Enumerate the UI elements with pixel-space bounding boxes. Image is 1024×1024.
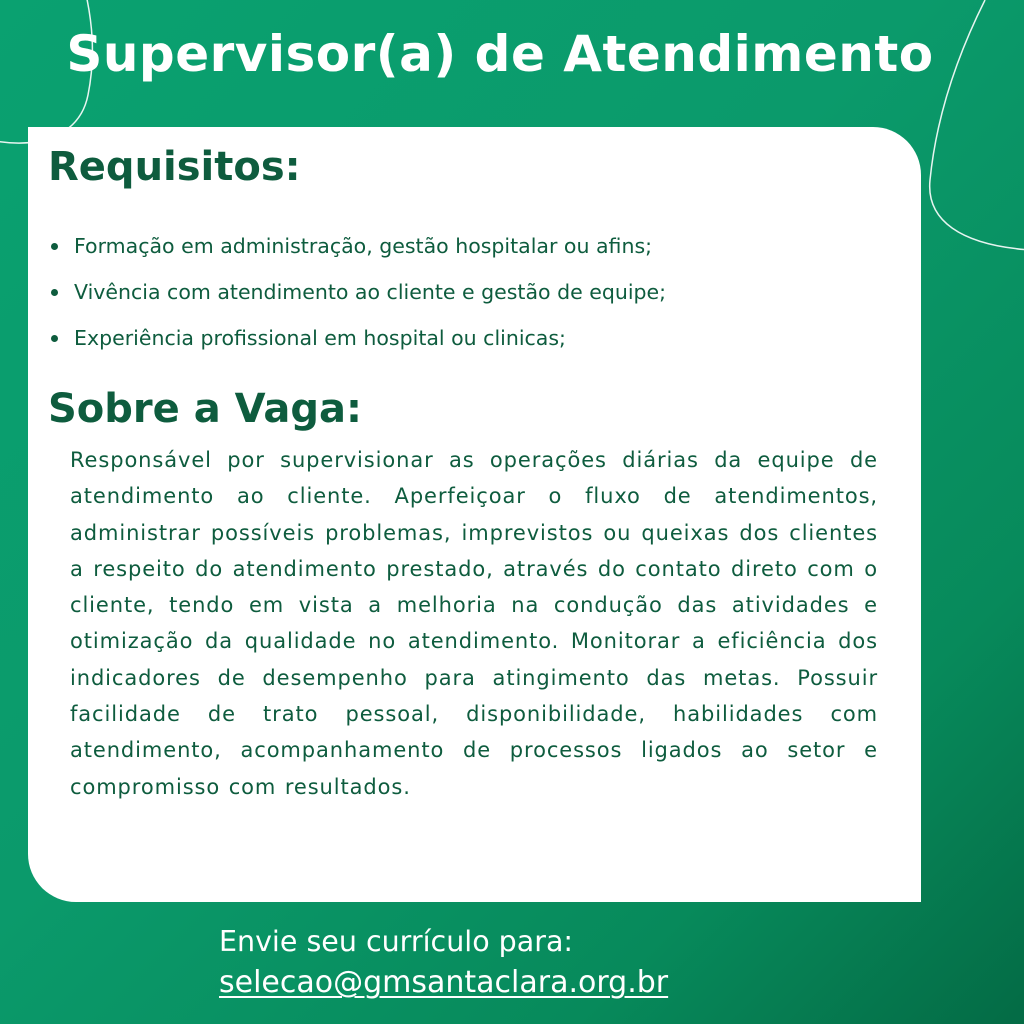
requisito-item: Formação em administração, gestão hospitalar ou afins; (48, 227, 666, 273)
email-link[interactable]: selecao@gmsantaclara.org.br (219, 965, 669, 1000)
content-card (28, 127, 921, 902)
sobre-body: Responsável por supervisionar as operações diárias da equipe de atendimento ao cliente. Aperfeiçoar o fluxo de atendimentos, administrar possíveis problemas, imprevistos ou queixas dos clientes a respeito do atendimento prestado, através do contato direto com o cliente, tendo em vista a melhoria na condução das atividades e otimização da qualidade no atendimento. Monitorar a eficiência dos indicadores de desempenho para atingimento das metas. Possuir facilidade de trato pessoal, disponibilidade, habilidades com atendimento, acompanhamento de processos ligados ao setor e compromisso com resultados. (70, 448, 878, 799)
requisito-item: Experiência profissional em hospital ou clinicas; (48, 319, 666, 365)
cta-label: Envie seu currículo para: (219, 925, 574, 958)
page-title: Supervisor(a) de Atendimento (66, 25, 934, 83)
requisitos-heading: Requisitos: (48, 144, 301, 190)
sobre-heading: Sobre a Vaga: (48, 386, 363, 432)
requisitos-list (48, 227, 666, 365)
requisito-item: Vivência com atendimento ao cliente e gestão de equipe; (48, 273, 666, 319)
